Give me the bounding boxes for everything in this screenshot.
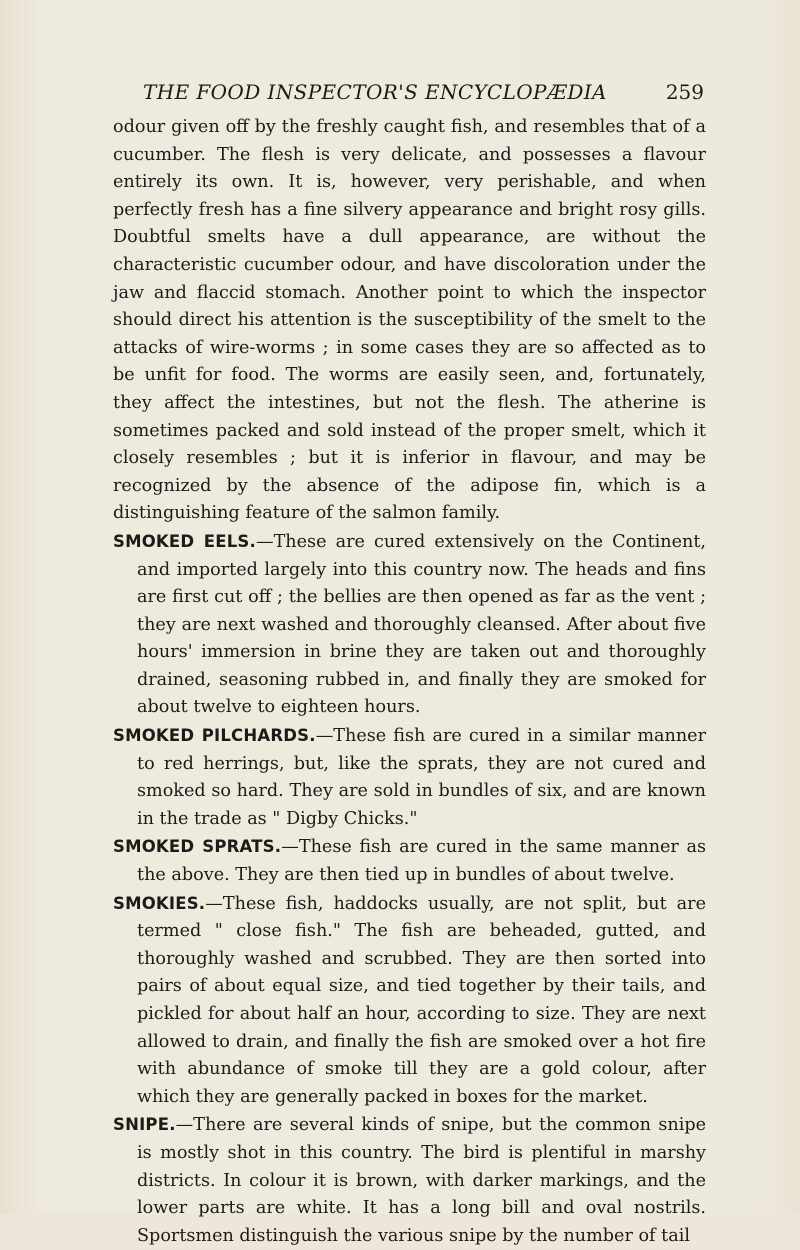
entry-term: SMOKED EELS. [113,531,256,551]
entry-term: SMOKIES. [113,893,206,913]
page-number: 259 [665,80,704,104]
entry-smoked-pilchards [113,722,706,833]
paragraph-smelt-continued [113,114,706,528]
paragraph-text: odour given off by the freshly caught fish, and resembles that of a cucumber. The flesh is very delicate, and possesses a flavour entirely its own. It is, however, very perishable, and when perfectly fresh has a fine silvery appearance and bright rosy gills. Doubtful smelts have a dull appearance, are without the characteristic cucumber odour, and have discoloration under the jaw and flaccid stomach. Another point to which the inspector should direct his attention is the susceptibility of the smelt to the attacks of wire-worms ; in some cases they are so affected as to be unfit for food. The worms are easily seen, and, fortunately, they affect the intestines, but not the flesh. The atherine is sometimes packed and sold instead of the proper smelt, which it closely resembles ; but it is inferior in flavour, and may be recognized by the absence of the adipose fin, which is a distinguishing feature of the salmon family. [113,117,706,524]
entry-text: —These fish are cured in a similar manner to red herrings, but, like the sprats, they are not cured and smoked so hard. They are sold in bundles of six, and are known in the trade as " Digby Chicks." [137,726,706,829]
running-head [113,74,706,114]
entry-snipe [113,1111,706,1250]
entry-text: —These fish, haddocks usually, are not split, but are termed " close fish." The fish are beheaded, gutted, and thoroughly washed and scrubbed. They are then sorted into pairs of about equal size, and tied together by their tails, and pickled for about half an hour, according to size. They are next allowed to drain, and finally the fish are smoked over a hot fire with abundance of smoke till they are a gold colour, after which they are generally packed in boxes for the market. [137,893,706,1107]
running-title: THE FOOD INSPECTOR'S ENCYCLOPÆDIA [143,80,607,104]
entry-text: —There are several kinds of snipe, but the common snipe is mostly shot in this country. The bird is plentiful in marshy districts. In colour it is brown, with darker markings, and the lower parts are white. It has a long bill and oval nostrils. Sportsmen distinguish the various snipe by the number of tail [137,1115,706,1246]
entry-term: SMOKED PILCHARDS. [113,726,316,746]
body-text [113,114,706,1250]
entry-smokies [113,890,706,1112]
entry-term: SMOKED SPRATS. [113,837,282,857]
entry-smoked-eels [113,528,706,722]
entry-smoked-sprats [113,833,706,889]
entry-term: SNIPE. [113,1115,176,1135]
entry-text: —These are cured extensively on the Continent, and imported largely into this country now. The heads and fins are first cut off ; the bellies are then opened as far as the vent ; they are next washed and thoroughly cleansed. After about five hours' immersion in brine they are taken out and thoroughly drained, seasoning rubbed in, and finally they are smoked for about twelve to eighteen hours. [137,531,707,718]
entry-text: —These fish are cured in the same manner as the above. They are then tied up in bundles of about twelve. [137,837,706,886]
